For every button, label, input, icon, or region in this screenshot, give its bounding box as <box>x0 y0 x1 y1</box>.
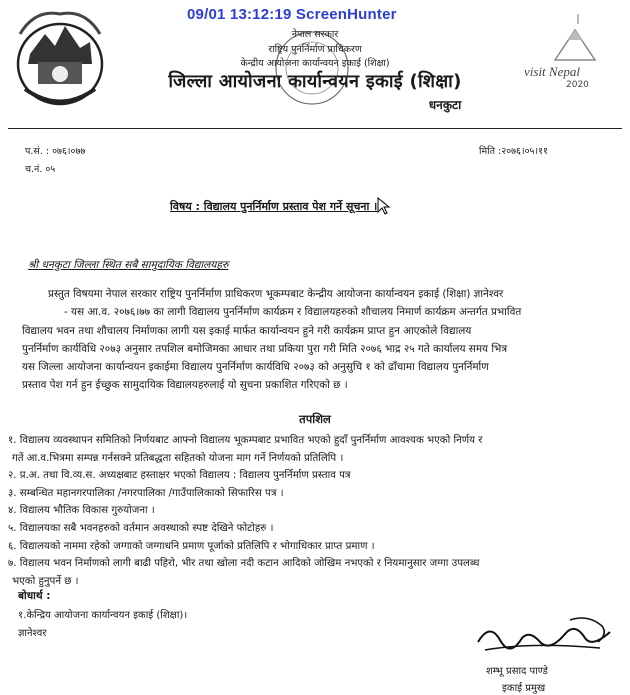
handwritten-signature <box>470 612 620 660</box>
details-list <box>8 432 623 590</box>
details-item: ७. विद्यालय भवन निर्माणको लागी बाढी पहिरो, भीर तथा खोला नदी कटान आदिको जोखिम नभएको र नियमानुसार जग्गा उपलब्ध <box>8 558 480 570</box>
details-item: गतें आ.व.भित्रमा सम्पन्न गर्नसक्ने प्रतिबद्धता सहितको योजना माग गर्ने निर्णयको प्रतिलिपि । <box>12 452 344 464</box>
office-stamp-icon <box>272 28 352 108</box>
mouse-cursor-icon <box>377 197 391 215</box>
cc-title: बोधार्थ : <box>18 590 51 602</box>
signatory-name: शम्भू प्रसाद पाण्डे <box>486 666 548 677</box>
cc-line: १.केन्द्रिय आयोजना कार्यान्वयन इकाई (शिक्षा)। <box>18 610 188 621</box>
body-line: विद्यालय भवन तथा शौचालय निर्माणका लागी यस इकाई मार्फत कार्यान्वयन हुने गरी कार्यक्रम प्राप्त हुन आएकोले विद्यालय <box>22 324 472 337</box>
body-line: पुनर्निर्माण कार्यविधि २०७३ अनुसार तपशिल बमोजिमका आधार तथा प्रकिया पुरा गरी मिति २०७६ भाद्र २५ गते कार्यालय समय भित्र <box>22 342 508 355</box>
details-item: २. प्र.अ. तथा वि.व्य.स. अध्यक्षबाट हस्ताक्षर भएको विद्यालय : विद्यालय पुनर्निर्माण प्रस्ताव पत्र <box>8 470 351 482</box>
visit-nepal-year: 2020 <box>566 80 589 90</box>
visit-nepal-text: visit Nepal <box>524 64 580 79</box>
letterhead-title: जिल्ला आयोजना कार्यान्वयन इकाई (शिक्षा) <box>168 71 462 92</box>
details-item: १. विद्यालय व्यवस्थापन समितिको निर्णयबाट आफ्नो विद्यालय भूकम्पबाट प्रभावित भएको हुदाँ पुनर्निर्माण आवश्यक भएको निर्णय र <box>8 435 483 446</box>
screenhunter-timestamp: 09/01 13:12:19 ScreenHunter <box>187 6 397 23</box>
subject-text: विषय : विद्यालय पुनर्निर्माण प्रस्ताव पेश गर्ने सूचना । <box>170 200 378 213</box>
letterhead-government: नेपाल सरकार <box>291 29 339 40</box>
details-item: ६. विद्यालयको नाममा रहेको जग्गाको जग्गाधनि प्रमाण पूर्जाको प्रतिलिपि र भोगाधिकार प्राप्त प्रमाण । <box>8 540 375 552</box>
details-title: तपशिल <box>299 412 331 426</box>
addressee: श्री धनकुटा जिल्ला स्थित सबै सामुदायिक विद्यालयहरु <box>28 259 229 271</box>
letterhead-district: धनकुटा <box>428 98 462 112</box>
cc-line: ज्ञानेश्वर <box>18 628 47 639</box>
details-item: ४. विद्यालय भौतिक विकास गुरुयोजना । <box>8 505 155 517</box>
details-item: ५. विद्यालयका सबै भवनहरुको वर्तमान अवस्थाको स्पष्ट देखिने फोटोहरु । <box>8 522 274 534</box>
details-item: भएको हुनुपर्ने छ । <box>12 575 79 587</box>
notice-body <box>22 285 620 395</box>
letter-date: मिति :२०७६।०५।११ <box>479 146 548 157</box>
letterhead-authority: राष्ट्रिय पुनर्निर्माण प्राधिकरण <box>268 44 362 55</box>
details-item: ३. सम्बन्धित महानगरपालिका /नगरपालिका /गाउँपालिकाको सिफारिस पत्र । <box>8 487 284 499</box>
body-line: प्रस्तुत विषयमा नेपाल सरकार राष्ट्रिय पुनर्निर्माण प्राधिकरण भूकम्पबाट केन्द्रीय आयोजना कार्यान्वयन इकाई (शिक्षा) ज्ञानेश्वर <box>48 288 504 300</box>
letterhead-central-unit: केन्द्रीय आयोजना कार्यान्वयन इकाई (शिक्षा) <box>240 58 390 69</box>
reference-number: प.सं. : ०७६।०७७ <box>25 146 86 157</box>
signatory-title: इकाई प्रमुख <box>502 683 546 694</box>
header-divider <box>8 128 622 129</box>
subject-line <box>170 199 377 214</box>
body-line: - यस आ.व. २०७६।७७ का लागी विद्यालय पुनर्निर्माण कार्यक्रम र विद्यालयहरुको शौचालय निमार्ण कार्यक्रम अन्तर्गत प्रभावित <box>64 306 522 319</box>
body-line: प्रस्ताव पेश गर्न हुन ईच्छुक सामुदायिक विद्यालयहरुलाई यो सुचना प्रकाशित गरिएको छ । <box>22 379 348 392</box>
body-line: यस जिल्ला आयोजना कार्यान्वयन इकाईमा विद्यालय पुनर्निर्माण कार्यविधि २०७३ को अनुसुचि १ को ढाँचामा विद्यालय पुनर्निर्माण <box>22 361 489 374</box>
dispatch-number: च.नं. ०५ <box>25 164 56 175</box>
